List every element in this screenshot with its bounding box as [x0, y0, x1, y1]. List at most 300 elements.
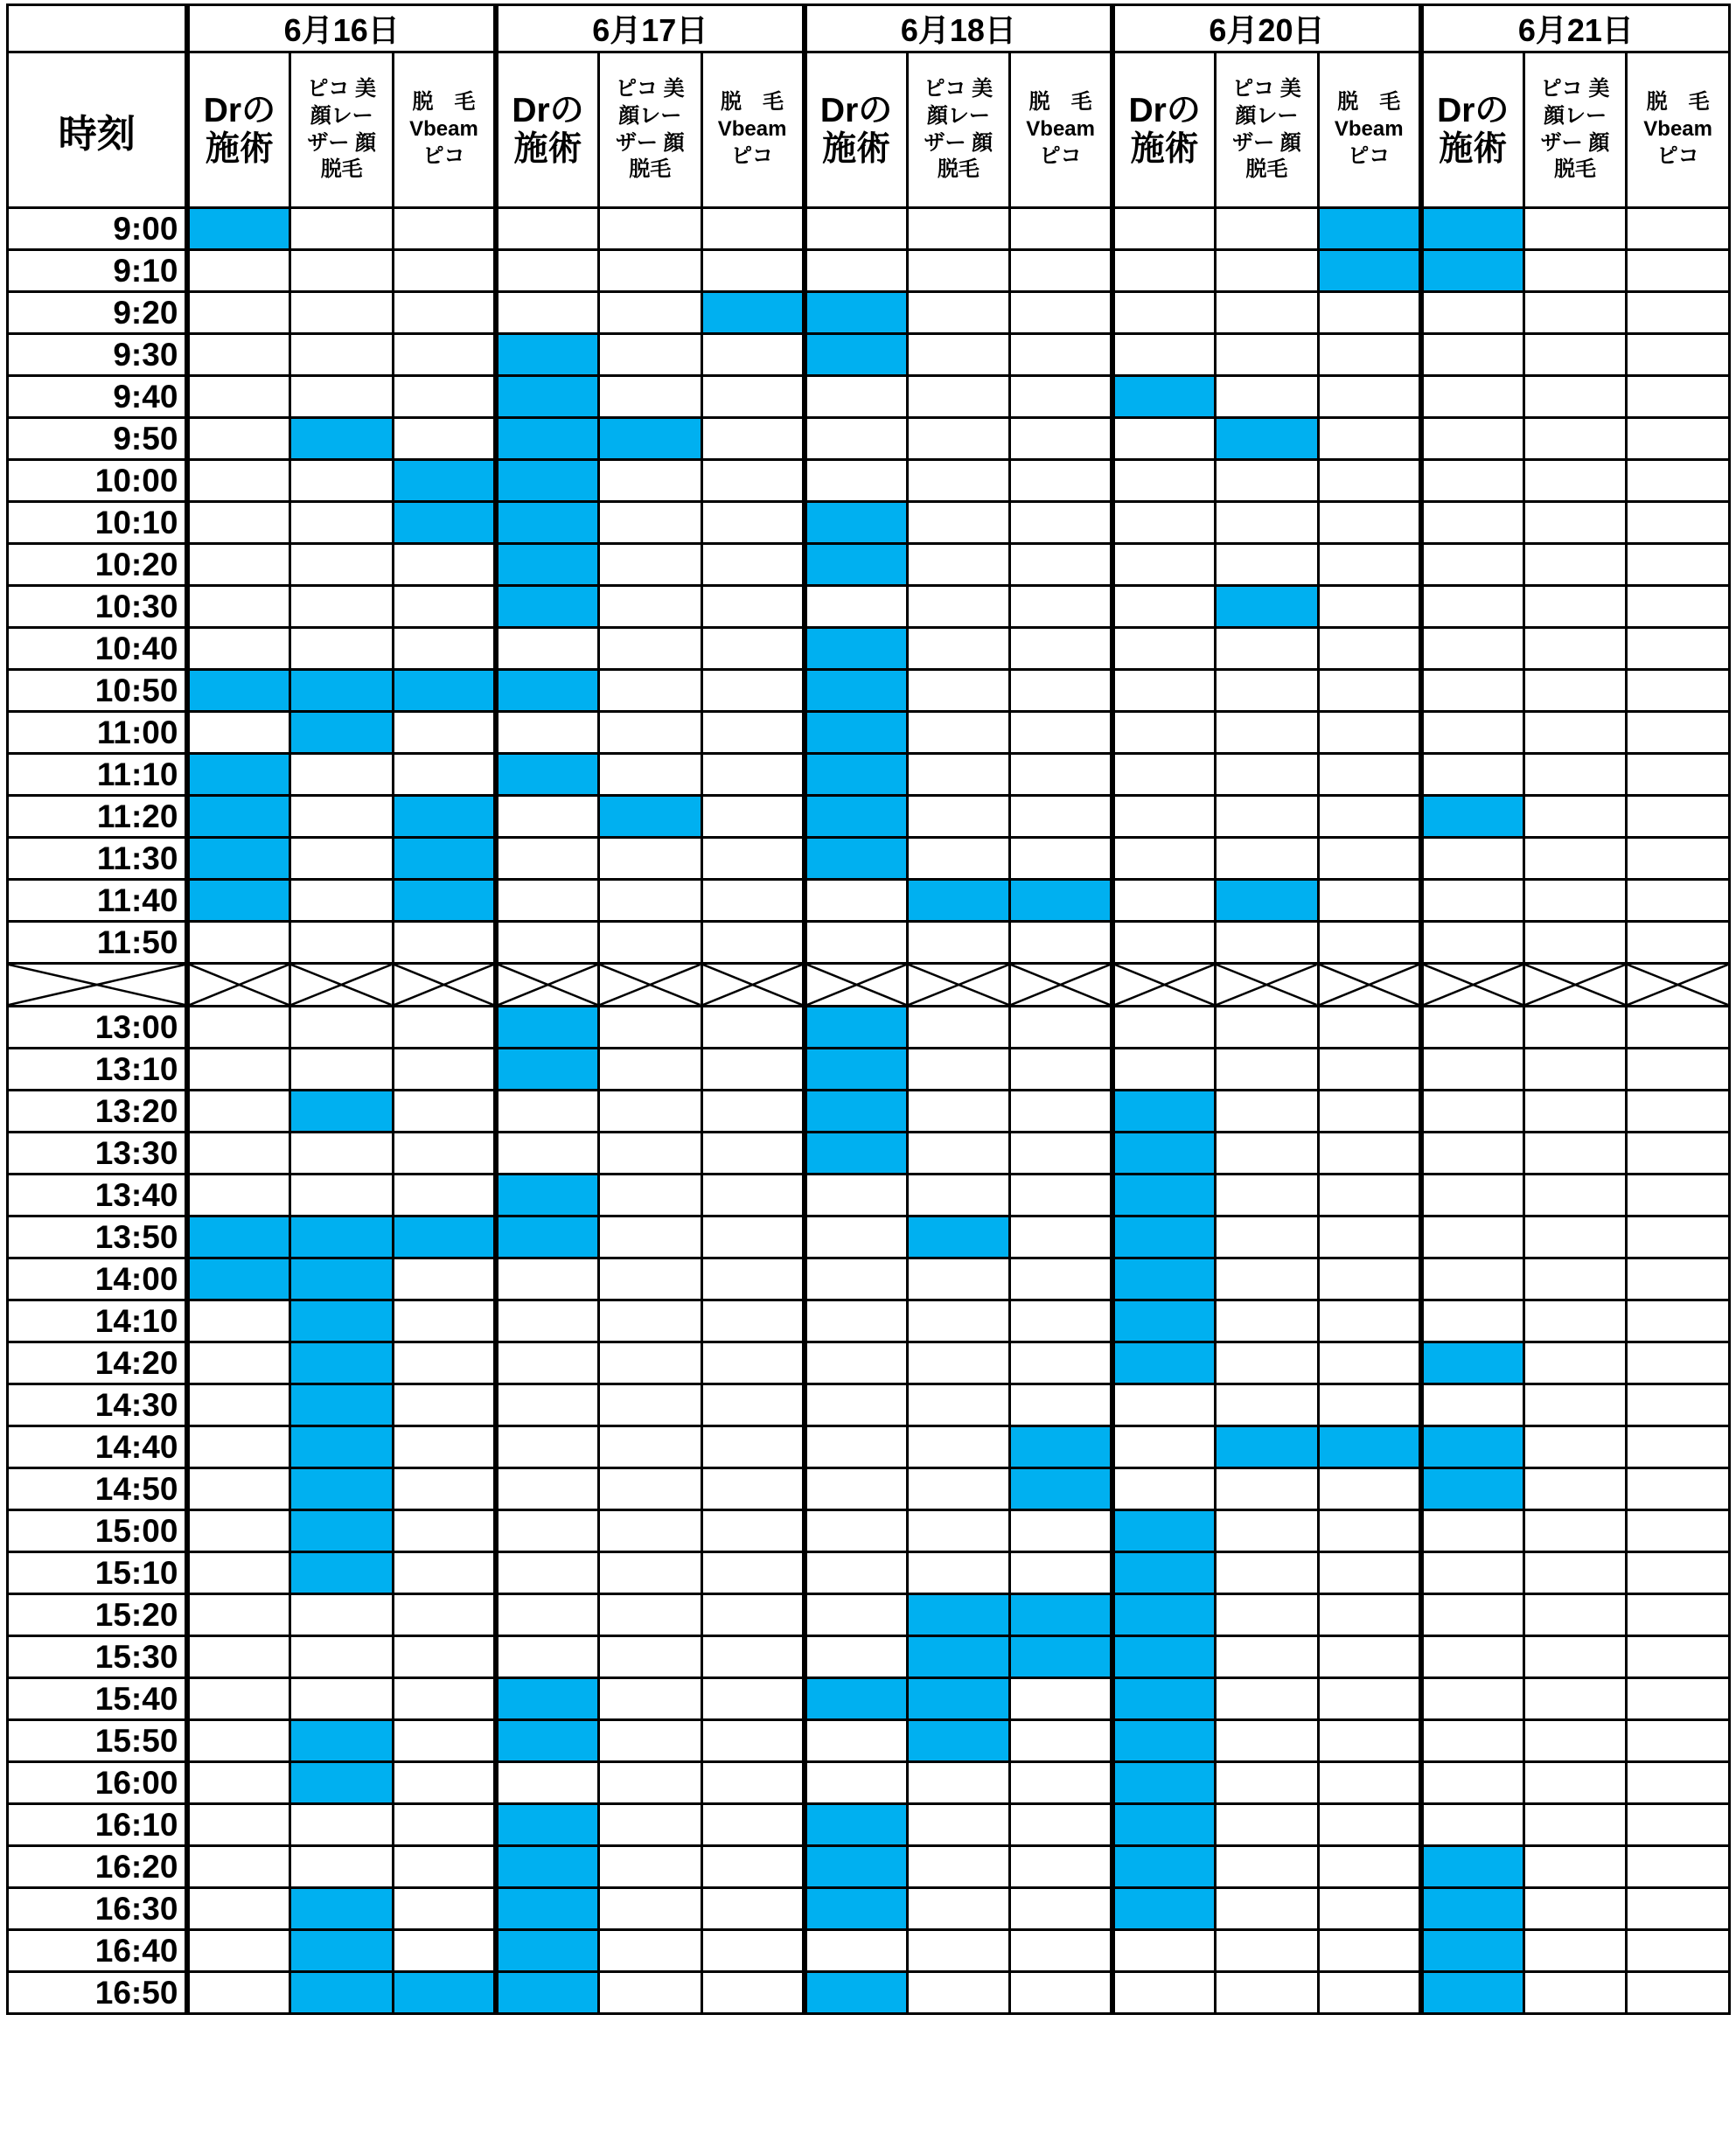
open-slot[interactable] [1523, 880, 1627, 922]
open-slot[interactable] [187, 544, 290, 586]
booked-slot[interactable] [393, 460, 496, 502]
open-slot[interactable] [599, 1762, 702, 1804]
booked-slot[interactable] [1112, 1342, 1216, 1384]
open-slot[interactable] [290, 292, 394, 334]
open-slot[interactable] [1627, 502, 1730, 544]
open-slot[interactable] [805, 1258, 908, 1300]
open-slot[interactable] [1112, 1384, 1216, 1426]
open-slot[interactable] [907, 1468, 1010, 1510]
open-slot[interactable] [1216, 628, 1319, 670]
booked-slot[interactable] [1112, 376, 1216, 418]
booked-slot[interactable] [1421, 208, 1524, 250]
open-slot[interactable] [393, 1426, 496, 1468]
open-slot[interactable] [496, 1762, 599, 1804]
open-slot[interactable] [393, 1552, 496, 1594]
open-slot[interactable] [701, 1594, 805, 1636]
open-slot[interactable] [701, 796, 805, 838]
booked-slot[interactable] [290, 1762, 394, 1804]
open-slot[interactable] [1523, 1342, 1627, 1384]
open-slot[interactable] [1216, 1594, 1319, 1636]
open-slot[interactable] [701, 1175, 805, 1216]
open-slot[interactable] [1421, 1175, 1524, 1216]
open-slot[interactable] [1523, 628, 1627, 670]
open-slot[interactable] [1627, 586, 1730, 628]
open-slot[interactable] [805, 1510, 908, 1552]
booked-slot[interactable] [805, 796, 908, 838]
booked-slot[interactable] [290, 1342, 394, 1384]
booked-slot[interactable] [393, 670, 496, 712]
open-slot[interactable] [701, 1888, 805, 1930]
booked-slot[interactable] [1112, 1636, 1216, 1678]
open-slot[interactable] [701, 1846, 805, 1888]
open-slot[interactable] [496, 880, 599, 922]
booked-slot[interactable] [290, 670, 394, 712]
open-slot[interactable] [1010, 544, 1113, 586]
open-slot[interactable] [1421, 376, 1524, 418]
open-slot[interactable] [907, 1133, 1010, 1175]
open-slot[interactable] [1216, 1468, 1319, 1510]
open-slot[interactable] [1112, 628, 1216, 670]
open-slot[interactable] [290, 1636, 394, 1678]
open-slot[interactable] [1216, 1720, 1319, 1762]
open-slot[interactable] [1112, 1426, 1216, 1468]
booked-slot[interactable] [290, 1091, 394, 1133]
open-slot[interactable] [1627, 1636, 1730, 1678]
booked-slot[interactable] [496, 376, 599, 418]
open-slot[interactable] [1318, 1594, 1421, 1636]
open-slot[interactable] [701, 670, 805, 712]
open-slot[interactable] [187, 1678, 290, 1720]
open-slot[interactable] [1627, 670, 1730, 712]
booked-slot[interactable] [290, 1216, 394, 1258]
open-slot[interactable] [1216, 1175, 1319, 1216]
open-slot[interactable] [1010, 628, 1113, 670]
open-slot[interactable] [1112, 754, 1216, 796]
open-slot[interactable] [290, 376, 394, 418]
open-slot[interactable] [187, 1091, 290, 1133]
open-slot[interactable] [187, 922, 290, 964]
booked-slot[interactable] [1010, 1636, 1113, 1678]
open-slot[interactable] [393, 1846, 496, 1888]
open-slot[interactable] [1216, 250, 1319, 292]
open-slot[interactable] [1627, 922, 1730, 964]
open-slot[interactable] [187, 1300, 290, 1342]
open-slot[interactable] [1216, 1762, 1319, 1804]
open-slot[interactable] [1216, 1972, 1319, 2014]
booked-slot[interactable] [290, 1972, 394, 2014]
open-slot[interactable] [187, 376, 290, 418]
booked-slot[interactable] [290, 1468, 394, 1510]
open-slot[interactable] [393, 1636, 496, 1678]
open-slot[interactable] [393, 1888, 496, 1930]
open-slot[interactable] [393, 376, 496, 418]
booked-slot[interactable] [496, 460, 599, 502]
open-slot[interactable] [907, 1091, 1010, 1133]
open-slot[interactable] [1627, 1762, 1730, 1804]
open-slot[interactable] [1523, 922, 1627, 964]
booked-slot[interactable] [805, 838, 908, 880]
open-slot[interactable] [599, 1133, 702, 1175]
open-slot[interactable] [1112, 1972, 1216, 2014]
open-slot[interactable] [1216, 712, 1319, 754]
booked-slot[interactable] [393, 796, 496, 838]
open-slot[interactable] [496, 838, 599, 880]
booked-slot[interactable] [496, 1804, 599, 1846]
open-slot[interactable] [599, 670, 702, 712]
open-slot[interactable] [1627, 1175, 1730, 1216]
open-slot[interactable] [907, 1510, 1010, 1552]
booked-slot[interactable] [1010, 880, 1113, 922]
open-slot[interactable] [1627, 1468, 1730, 1510]
open-slot[interactable] [1318, 922, 1421, 964]
booked-slot[interactable] [1216, 880, 1319, 922]
open-slot[interactable] [599, 1468, 702, 1510]
open-slot[interactable] [1627, 1300, 1730, 1342]
open-slot[interactable] [1318, 1678, 1421, 1720]
booked-slot[interactable] [805, 1007, 908, 1049]
open-slot[interactable] [496, 712, 599, 754]
open-slot[interactable] [805, 1426, 908, 1468]
booked-slot[interactable] [1112, 1258, 1216, 1300]
open-slot[interactable] [701, 922, 805, 964]
open-slot[interactable] [599, 1804, 702, 1846]
open-slot[interactable] [599, 1384, 702, 1426]
booked-slot[interactable] [393, 1972, 496, 2014]
open-slot[interactable] [1523, 250, 1627, 292]
open-slot[interactable] [496, 628, 599, 670]
open-slot[interactable] [907, 754, 1010, 796]
open-slot[interactable] [1627, 1426, 1730, 1468]
open-slot[interactable] [1523, 502, 1627, 544]
open-slot[interactable] [1627, 1216, 1730, 1258]
open-slot[interactable] [907, 334, 1010, 376]
open-slot[interactable] [1421, 1594, 1524, 1636]
open-slot[interactable] [1112, 250, 1216, 292]
booked-slot[interactable] [805, 670, 908, 712]
booked-slot[interactable] [805, 1804, 908, 1846]
open-slot[interactable] [701, 1049, 805, 1091]
open-slot[interactable] [1010, 460, 1113, 502]
open-slot[interactable] [187, 1594, 290, 1636]
open-slot[interactable] [1216, 1216, 1319, 1258]
open-slot[interactable] [290, 754, 394, 796]
open-slot[interactable] [907, 712, 1010, 754]
booked-slot[interactable] [187, 208, 290, 250]
open-slot[interactable] [599, 628, 702, 670]
booked-slot[interactable] [1421, 1930, 1524, 1972]
open-slot[interactable] [290, 1846, 394, 1888]
open-slot[interactable] [1523, 1510, 1627, 1552]
open-slot[interactable] [187, 1552, 290, 1594]
open-slot[interactable] [1421, 712, 1524, 754]
booked-slot[interactable] [290, 1300, 394, 1342]
open-slot[interactable] [1523, 418, 1627, 460]
open-slot[interactable] [1112, 1049, 1216, 1091]
open-slot[interactable] [1421, 1091, 1524, 1133]
open-slot[interactable] [290, 586, 394, 628]
open-slot[interactable] [599, 712, 702, 754]
open-slot[interactable] [1421, 1258, 1524, 1300]
booked-slot[interactable] [187, 670, 290, 712]
open-slot[interactable] [1010, 1049, 1113, 1091]
open-slot[interactable] [1523, 1091, 1627, 1133]
open-slot[interactable] [1421, 586, 1524, 628]
open-slot[interactable] [1421, 460, 1524, 502]
open-slot[interactable] [1010, 922, 1113, 964]
open-slot[interactable] [1523, 1175, 1627, 1216]
open-slot[interactable] [1010, 670, 1113, 712]
booked-slot[interactable] [1421, 1342, 1524, 1384]
open-slot[interactable] [290, 250, 394, 292]
open-slot[interactable] [1112, 1007, 1216, 1049]
booked-slot[interactable] [1318, 1426, 1421, 1468]
open-slot[interactable] [599, 1888, 702, 1930]
open-slot[interactable] [907, 1342, 1010, 1384]
booked-slot[interactable] [1010, 1594, 1113, 1636]
open-slot[interactable] [1010, 376, 1113, 418]
open-slot[interactable] [907, 922, 1010, 964]
open-slot[interactable] [1010, 1216, 1113, 1258]
open-slot[interactable] [1421, 418, 1524, 460]
open-slot[interactable] [805, 880, 908, 922]
open-slot[interactable] [496, 1426, 599, 1468]
open-slot[interactable] [599, 460, 702, 502]
open-slot[interactable] [1523, 1007, 1627, 1049]
open-slot[interactable] [187, 460, 290, 502]
open-slot[interactable] [1318, 1804, 1421, 1846]
open-slot[interactable] [1318, 460, 1421, 502]
open-slot[interactable] [393, 628, 496, 670]
open-slot[interactable] [1627, 1384, 1730, 1426]
booked-slot[interactable] [805, 712, 908, 754]
open-slot[interactable] [1627, 1930, 1730, 1972]
open-slot[interactable] [701, 1468, 805, 1510]
open-slot[interactable] [290, 208, 394, 250]
open-slot[interactable] [599, 1552, 702, 1594]
open-slot[interactable] [1627, 1133, 1730, 1175]
open-slot[interactable] [393, 586, 496, 628]
open-slot[interactable] [907, 586, 1010, 628]
open-slot[interactable] [1216, 1552, 1319, 1594]
booked-slot[interactable] [599, 418, 702, 460]
booked-slot[interactable] [393, 502, 496, 544]
open-slot[interactable] [1112, 208, 1216, 250]
open-slot[interactable] [393, 1930, 496, 1972]
open-slot[interactable] [1216, 1133, 1319, 1175]
open-slot[interactable] [1112, 838, 1216, 880]
open-slot[interactable] [1421, 502, 1524, 544]
open-slot[interactable] [1112, 334, 1216, 376]
open-slot[interactable] [599, 1091, 702, 1133]
open-slot[interactable] [1523, 208, 1627, 250]
open-slot[interactable] [1216, 838, 1319, 880]
open-slot[interactable] [907, 1426, 1010, 1468]
open-slot[interactable] [1523, 586, 1627, 628]
open-slot[interactable] [187, 586, 290, 628]
open-slot[interactable] [290, 922, 394, 964]
open-slot[interactable] [393, 418, 496, 460]
open-slot[interactable] [187, 1510, 290, 1552]
open-slot[interactable] [1627, 376, 1730, 418]
open-slot[interactable] [1421, 1552, 1524, 1594]
open-slot[interactable] [599, 1258, 702, 1300]
open-slot[interactable] [393, 208, 496, 250]
open-slot[interactable] [1627, 544, 1730, 586]
open-slot[interactable] [290, 1175, 394, 1216]
open-slot[interactable] [1421, 628, 1524, 670]
open-slot[interactable] [187, 1133, 290, 1175]
open-slot[interactable] [1421, 670, 1524, 712]
open-slot[interactable] [1523, 460, 1627, 502]
open-slot[interactable] [1010, 1720, 1113, 1762]
open-slot[interactable] [496, 1258, 599, 1300]
open-slot[interactable] [187, 1426, 290, 1468]
booked-slot[interactable] [393, 1216, 496, 1258]
booked-slot[interactable] [1112, 1594, 1216, 1636]
booked-slot[interactable] [805, 292, 908, 334]
open-slot[interactable] [701, 1804, 805, 1846]
open-slot[interactable] [1318, 1930, 1421, 1972]
booked-slot[interactable] [1421, 1468, 1524, 1510]
booked-slot[interactable] [290, 1552, 394, 1594]
booked-slot[interactable] [1112, 1678, 1216, 1720]
open-slot[interactable] [907, 1300, 1010, 1342]
open-slot[interactable] [290, 334, 394, 376]
open-slot[interactable] [1627, 1258, 1730, 1300]
open-slot[interactable] [1112, 796, 1216, 838]
open-slot[interactable] [393, 754, 496, 796]
booked-slot[interactable] [805, 1888, 908, 1930]
open-slot[interactable] [1523, 1468, 1627, 1510]
open-slot[interactable] [290, 544, 394, 586]
open-slot[interactable] [187, 1930, 290, 1972]
open-slot[interactable] [496, 1510, 599, 1552]
booked-slot[interactable] [290, 1510, 394, 1552]
open-slot[interactable] [1216, 502, 1319, 544]
booked-slot[interactable] [290, 1384, 394, 1426]
open-slot[interactable] [1523, 1384, 1627, 1426]
open-slot[interactable] [599, 922, 702, 964]
booked-slot[interactable] [1112, 1300, 1216, 1342]
open-slot[interactable] [1112, 880, 1216, 922]
open-slot[interactable] [599, 334, 702, 376]
open-slot[interactable] [1318, 502, 1421, 544]
booked-slot[interactable] [599, 796, 702, 838]
open-slot[interactable] [187, 712, 290, 754]
open-slot[interactable] [393, 922, 496, 964]
open-slot[interactable] [1112, 1468, 1216, 1510]
open-slot[interactable] [1010, 1007, 1113, 1049]
open-slot[interactable] [805, 1762, 908, 1804]
open-slot[interactable] [1523, 1258, 1627, 1300]
open-slot[interactable] [187, 1175, 290, 1216]
open-slot[interactable] [701, 1552, 805, 1594]
open-slot[interactable] [496, 922, 599, 964]
open-slot[interactable] [393, 1804, 496, 1846]
booked-slot[interactable] [496, 334, 599, 376]
booked-slot[interactable] [805, 502, 908, 544]
open-slot[interactable] [290, 1594, 394, 1636]
open-slot[interactable] [805, 376, 908, 418]
booked-slot[interactable] [805, 754, 908, 796]
open-slot[interactable] [187, 334, 290, 376]
booked-slot[interactable] [1112, 1762, 1216, 1804]
open-slot[interactable] [290, 1049, 394, 1091]
open-slot[interactable] [1627, 418, 1730, 460]
booked-slot[interactable] [496, 1049, 599, 1091]
booked-slot[interactable] [1112, 1804, 1216, 1846]
open-slot[interactable] [701, 208, 805, 250]
open-slot[interactable] [907, 544, 1010, 586]
open-slot[interactable] [1318, 586, 1421, 628]
open-slot[interactable] [1421, 922, 1524, 964]
open-slot[interactable] [599, 376, 702, 418]
open-slot[interactable] [701, 1007, 805, 1049]
open-slot[interactable] [1112, 544, 1216, 586]
open-slot[interactable] [1112, 586, 1216, 628]
open-slot[interactable] [187, 1384, 290, 1426]
open-slot[interactable] [1523, 1133, 1627, 1175]
open-slot[interactable] [907, 460, 1010, 502]
open-slot[interactable] [1523, 670, 1627, 712]
booked-slot[interactable] [496, 586, 599, 628]
booked-slot[interactable] [907, 1216, 1010, 1258]
open-slot[interactable] [1523, 796, 1627, 838]
open-slot[interactable] [1421, 1804, 1524, 1846]
open-slot[interactable] [1216, 1049, 1319, 1091]
open-slot[interactable] [1318, 1510, 1421, 1552]
open-slot[interactable] [187, 1007, 290, 1049]
open-slot[interactable] [1318, 1175, 1421, 1216]
open-slot[interactable] [1216, 670, 1319, 712]
booked-slot[interactable] [496, 1846, 599, 1888]
booked-slot[interactable] [290, 1426, 394, 1468]
open-slot[interactable] [1627, 208, 1730, 250]
open-slot[interactable] [1421, 1678, 1524, 1720]
booked-slot[interactable] [1112, 1091, 1216, 1133]
open-slot[interactable] [1318, 1091, 1421, 1133]
open-slot[interactable] [187, 418, 290, 460]
open-slot[interactable] [805, 1594, 908, 1636]
open-slot[interactable] [907, 502, 1010, 544]
open-slot[interactable] [1010, 208, 1113, 250]
booked-slot[interactable] [393, 880, 496, 922]
open-slot[interactable] [1421, 1300, 1524, 1342]
open-slot[interactable] [1318, 544, 1421, 586]
open-slot[interactable] [1318, 334, 1421, 376]
booked-slot[interactable] [496, 1720, 599, 1762]
booked-slot[interactable] [805, 1846, 908, 1888]
open-slot[interactable] [1523, 838, 1627, 880]
open-slot[interactable] [701, 376, 805, 418]
open-slot[interactable] [1216, 292, 1319, 334]
open-slot[interactable] [1216, 1007, 1319, 1049]
open-slot[interactable] [1523, 1594, 1627, 1636]
open-slot[interactable] [1318, 1133, 1421, 1175]
open-slot[interactable] [1627, 796, 1730, 838]
open-slot[interactable] [1216, 754, 1319, 796]
open-slot[interactable] [701, 754, 805, 796]
open-slot[interactable] [393, 1594, 496, 1636]
open-slot[interactable] [907, 208, 1010, 250]
open-slot[interactable] [1627, 1049, 1730, 1091]
booked-slot[interactable] [1318, 208, 1421, 250]
open-slot[interactable] [1318, 1049, 1421, 1091]
booked-slot[interactable] [290, 1720, 394, 1762]
booked-slot[interactable] [1216, 1426, 1319, 1468]
open-slot[interactable] [1318, 796, 1421, 838]
open-slot[interactable] [1318, 1888, 1421, 1930]
